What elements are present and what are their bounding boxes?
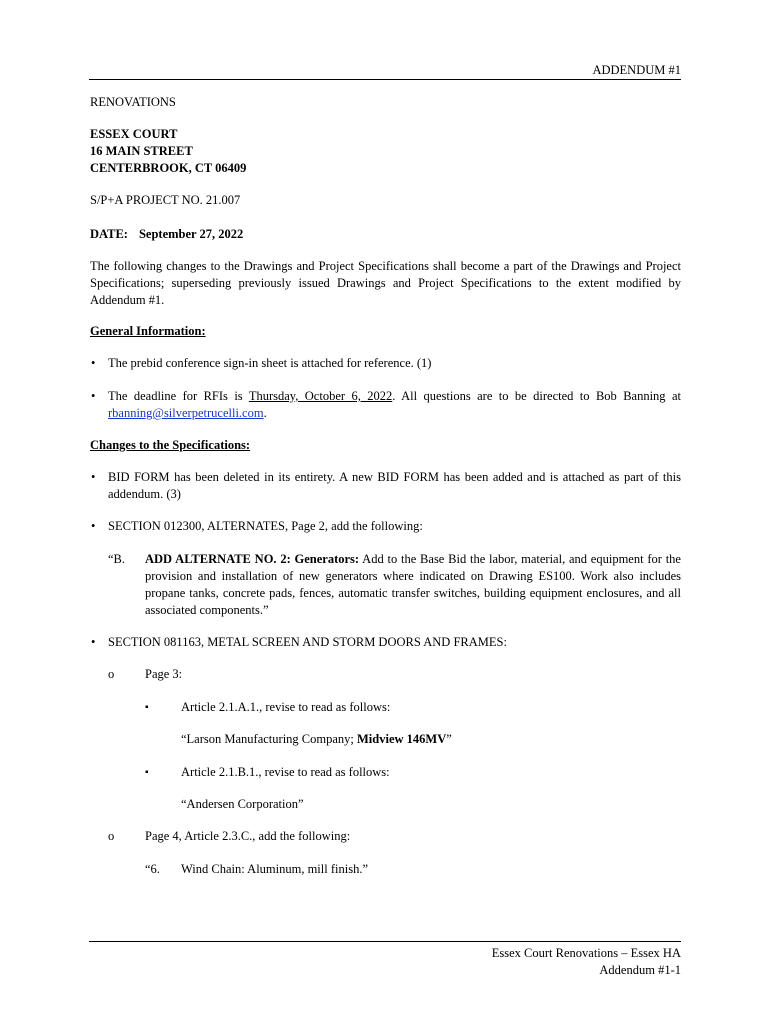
footer-rule: [89, 941, 681, 942]
footer-line-2: Addendum #1-1: [599, 963, 681, 977]
article-2-quote: “Andersen Corporation”: [181, 797, 304, 811]
page3-text: Page 3:: [145, 667, 183, 681]
o-bullet-icon: o: [108, 829, 115, 843]
page4-text: Page 4, Article 2.3.C., add the following:: [145, 829, 351, 843]
date-label: DATE:: [90, 227, 128, 241]
article-1-quote-end: ”: [446, 732, 452, 746]
address-line-2: 16 MAIN STREET: [90, 144, 193, 158]
article-1-quote-pre: “Larson Manufacturing Company;: [181, 732, 357, 746]
bullet-icon: •: [91, 635, 96, 649]
rfi-text-end: .: [263, 406, 267, 420]
address-line-3: CENTERBROOK, CT 06409: [90, 161, 247, 175]
alternate-text: Add to the Base Bid the labor, material, and equipment for the provision and installation of new generators where indicated on Drawing ES100. Work also includes propane tanks, concrete pads, fences, automatic transfer switches, building equipment enclosures, and all associated components.”: [145, 552, 681, 617]
date-value: September 27, 2022: [138, 227, 244, 241]
bullet-icon: •: [91, 519, 96, 533]
footer-line-1: Essex Court Renovations – Essex HA: [491, 946, 681, 960]
general-item-1: [91, 355, 681, 372]
general-heading: General Information:: [90, 324, 206, 338]
square-bullet-icon: ▪: [145, 767, 149, 778]
spec-item-012300: [91, 518, 681, 535]
alt-label: “B.: [108, 552, 126, 566]
specs-heading: Changes to the Specifications:: [90, 438, 251, 452]
o-bullet-icon: o: [108, 667, 115, 681]
header-rule: [89, 79, 681, 80]
alternate-title: ADD ALTERNATE NO. 2: Generators:: [145, 552, 360, 566]
bullet-icon: •: [91, 389, 96, 403]
article-1-quote: [181, 731, 452, 748]
item6-text: Wind Chain: Aluminum, mill finish.”: [181, 862, 368, 876]
alternate-paragraph: [145, 551, 681, 619]
general-item-2-text: [108, 388, 681, 422]
rfi-deadline: Thursday, October 6, 2022: [248, 389, 393, 403]
address-line-1: ESSEX COURT: [90, 127, 178, 141]
general-item-1-text: The prebid conference sign-in sheet is attached for reference. (1): [108, 356, 432, 370]
item6-number: “6.: [145, 862, 160, 876]
bullet-icon: •: [91, 470, 96, 484]
header-addendum: ADDENDUM #1: [592, 63, 681, 77]
doc-title: RENOVATIONS: [90, 95, 176, 109]
date-line: [90, 226, 681, 243]
sec012300-text: SECTION 012300, ALTERNATES, Page 2, add the following:: [108, 519, 423, 533]
project-number: S/P+A PROJECT NO. 21.007: [90, 193, 241, 207]
email-link[interactable]: rbanning@silverpetrucelli.com: [108, 406, 264, 420]
sec081163-text: SECTION 081163, METAL SCREEN AND STORM DOORS AND FRAMES:: [108, 635, 507, 649]
general-item-2: [91, 388, 681, 422]
spec-item-bid-form: [91, 469, 681, 503]
bullet-icon: •: [91, 356, 96, 370]
spec-item-081163: [91, 634, 681, 651]
article-1-text: Article 2.1.A.1., revise to read as follows:: [181, 700, 391, 714]
rfi-text-mid: . All questions are to be directed to Bob Banning at: [392, 389, 681, 403]
bid-form-text: BID FORM has been deleted in its entirety. A new BID FORM has been added and is attached as part of this addendum. (3): [108, 470, 681, 501]
product-name: Midview 146MV: [357, 732, 447, 746]
article-2-text: Article 2.1.B.1., revise to read as follows:: [181, 765, 390, 779]
address-block: [90, 126, 681, 177]
intro-paragraph: The following changes to the Drawings and Project Specifications shall become a part of the Drawings and Project Specifications; superseding previously issued Drawings and Project Specifications to the extent modified by Addendum #1.: [90, 259, 681, 307]
rfi-text-pre: The deadline for RFIs is: [108, 389, 249, 403]
square-bullet-icon: ▪: [145, 702, 149, 713]
